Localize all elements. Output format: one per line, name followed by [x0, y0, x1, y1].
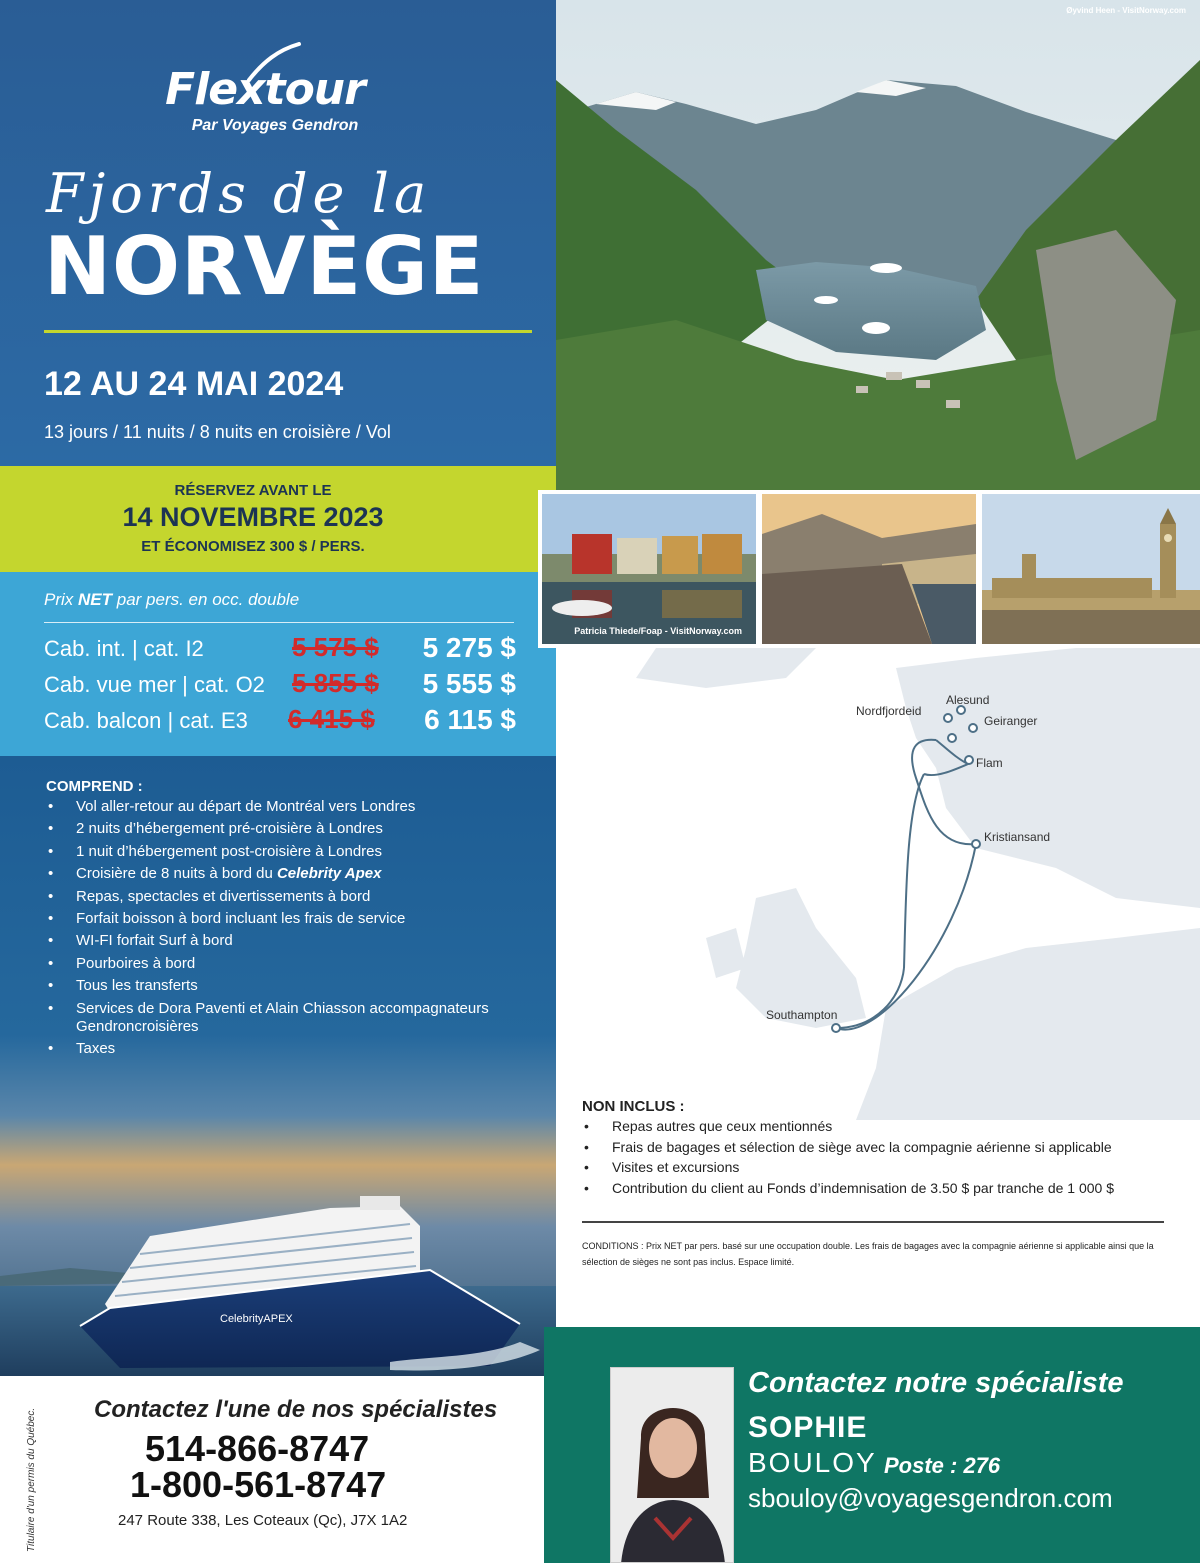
port-label-geiranger: Geiranger — [984, 714, 1038, 728]
list-item: • Taxes — [46, 1040, 526, 1058]
port-label-southampton: Southampton — [766, 1008, 838, 1022]
price-divider — [44, 622, 514, 623]
parliament-image — [982, 494, 1200, 644]
list-item: • Croisière de 8 nuits à bord du Celebrity Apex — [46, 865, 526, 883]
list-item: • WI-FI forfait Surf à bord — [46, 932, 526, 950]
route-map-image — [556, 648, 1200, 1120]
city-view-image — [762, 494, 976, 644]
ship-hull-text: CelebrityAPEX — [220, 1313, 293, 1325]
promo-savings: ET ÉCONOMISEZ 300 $ / PERS. — [141, 538, 365, 555]
script-title: Fjords de la — [46, 162, 432, 225]
phone-tollfree[interactable]: 1-800-561-8747 — [130, 1464, 387, 1505]
cruise-route-map — [556, 648, 1200, 1120]
header-panel — [0, 0, 556, 466]
alesund-view-photo — [762, 494, 976, 644]
cabin-label: Cab. vue mer | cat. O2 — [44, 672, 265, 697]
price-note — [44, 590, 299, 610]
specialist-portrait-image — [611, 1368, 734, 1563]
trip-dates: 12 AU 24 MAI 2024 — [44, 365, 344, 403]
price-note-net: NET — [78, 590, 113, 609]
included-list — [46, 798, 526, 1062]
port-label-kristiansand: Kristiansand — [984, 830, 1051, 844]
list-item: • Repas autres que ceux mentionnés — [582, 1117, 1172, 1135]
old-price: 6 415 $ — [288, 704, 375, 734]
conditions-text: CONDITIONS : Prix NET par pers. basé sur une occupation double. Les frais de bagages avec la compagnie aérienne si applicable ainsi que la sélection de sièges ne sont pas inclus. Espace limité. — [582, 1241, 1154, 1267]
included-section — [0, 756, 556, 1376]
specialist-title: Contactez notre spécialiste — [748, 1367, 1124, 1399]
cabin-label: Cab. int. | cat. I2 — [44, 636, 204, 661]
page-title: NORVÈGE — [44, 220, 485, 313]
price-note-suffix: par pers. en occ. double — [116, 590, 300, 609]
new-price: 5 555 $ — [422, 668, 516, 699]
specialist-email[interactable]: sbouloy@voyagesgendron.com — [748, 1483, 1113, 1513]
port-label-flam: Flam — [976, 756, 1003, 770]
list-item: • Contribution du client au Fonds d’indemnisation de 3.50 $ par tranche de 1 000 $ — [582, 1179, 1172, 1197]
alesund-harbour-photo — [542, 494, 756, 644]
list-item: • Repas, spectacles et divertissements à bord — [46, 888, 526, 906]
agency-contact — [0, 1376, 556, 1563]
promo-deadline: 14 NOVEMBRE 2023 — [122, 502, 384, 532]
specialist-contact — [544, 1327, 1200, 1563]
logo-tagline: Par Voyages Gendron — [191, 117, 359, 134]
trip-duration: 13 jours / 11 nuits / 8 nuits en croisière / Vol — [44, 422, 391, 442]
thumbnail-photo-credit: Patricia Thiede/Foap - VisitNorway.com — [574, 626, 742, 636]
specialist-first-name: SOPHIE — [748, 1411, 868, 1444]
harbour-image — [542, 494, 756, 644]
list-item: • Forfait boisson à bord incluant les frais de service — [46, 910, 526, 928]
phone-local[interactable]: 514-866-8747 — [145, 1428, 370, 1469]
price-row-oceanview — [44, 668, 516, 704]
included-title: COMPREND : — [46, 778, 143, 795]
old-price: 5 855 $ — [292, 668, 379, 698]
list-item: • 2 nuits d’hébergement pré-croisière à Londres — [46, 820, 526, 838]
logo-swoosh-icon — [243, 42, 303, 82]
early-booking-promo — [0, 466, 556, 572]
list-item: • Tous les transferts — [46, 977, 526, 995]
hero-photo-credit: Øyvind Heen - VisitNorway.com — [1066, 6, 1186, 15]
not-included-list — [582, 1117, 1172, 1197]
list-item: • Frais de bagages et sélection de siège avec la compagnie aérienne si applicable — [582, 1138, 1172, 1156]
ship-name: Celebrity Apex — [276, 865, 382, 883]
conditions-divider — [582, 1221, 1164, 1223]
new-price: 5 275 $ — [422, 632, 516, 663]
cabin-label: Cab. balcon | cat. E3 — [44, 708, 248, 733]
not-included-section — [582, 1098, 1172, 1199]
list-item: • 1 nuit d’hébergement post-croisière à Londres — [46, 843, 526, 861]
agency-address: 247 Route 338, Les Coteaux (Qc), J7X 1A2 — [118, 1512, 408, 1529]
price-note-prefix: Prix — [44, 590, 74, 609]
fjord-landscape-image — [556, 0, 1200, 490]
list-item: • Services de Dora Paventi et Alain Chiasson accompagnateurs Gendroncroisières — [46, 1000, 526, 1036]
port-label-alesund: Alesund — [946, 693, 990, 707]
list-item: • Visites et excursions — [582, 1158, 1172, 1176]
logo-wordmark: Flextour — [165, 64, 365, 115]
not-included-title: NON INCLUS : — [582, 1098, 685, 1115]
cruise-ship-photo — [0, 1136, 556, 1376]
port-label-nordfjordeid: Nordfjordeid — [856, 704, 922, 718]
flextour-logo[interactable] — [130, 64, 400, 135]
list-item: • Vol aller-retour au départ de Montréal vers Londres — [46, 798, 526, 816]
title-divider — [44, 330, 532, 333]
specialist-avatar — [610, 1367, 734, 1563]
specialist-extension: Poste : 276 — [884, 1453, 1001, 1478]
old-price: 5 575 $ — [292, 632, 379, 662]
fjord-hero-photo — [556, 0, 1200, 490]
specialist-last-name: BOULOY — [748, 1447, 877, 1478]
promo-line-1: RÉSERVEZ AVANT LE — [174, 482, 332, 499]
contact-title: Contactez l'une de nos spécialistes — [94, 1396, 498, 1423]
london-parliament-photo — [982, 494, 1200, 644]
price-row-interior — [44, 632, 516, 668]
permit-notice: Titulaire d'un permis du Québec. — [26, 1407, 37, 1552]
thumbnail-strip — [538, 490, 1200, 648]
new-price: 6 115 $ — [424, 704, 516, 735]
price-row-balcony — [44, 704, 516, 740]
price-table — [0, 572, 556, 756]
list-item: • Pourboires à bord — [46, 955, 526, 973]
